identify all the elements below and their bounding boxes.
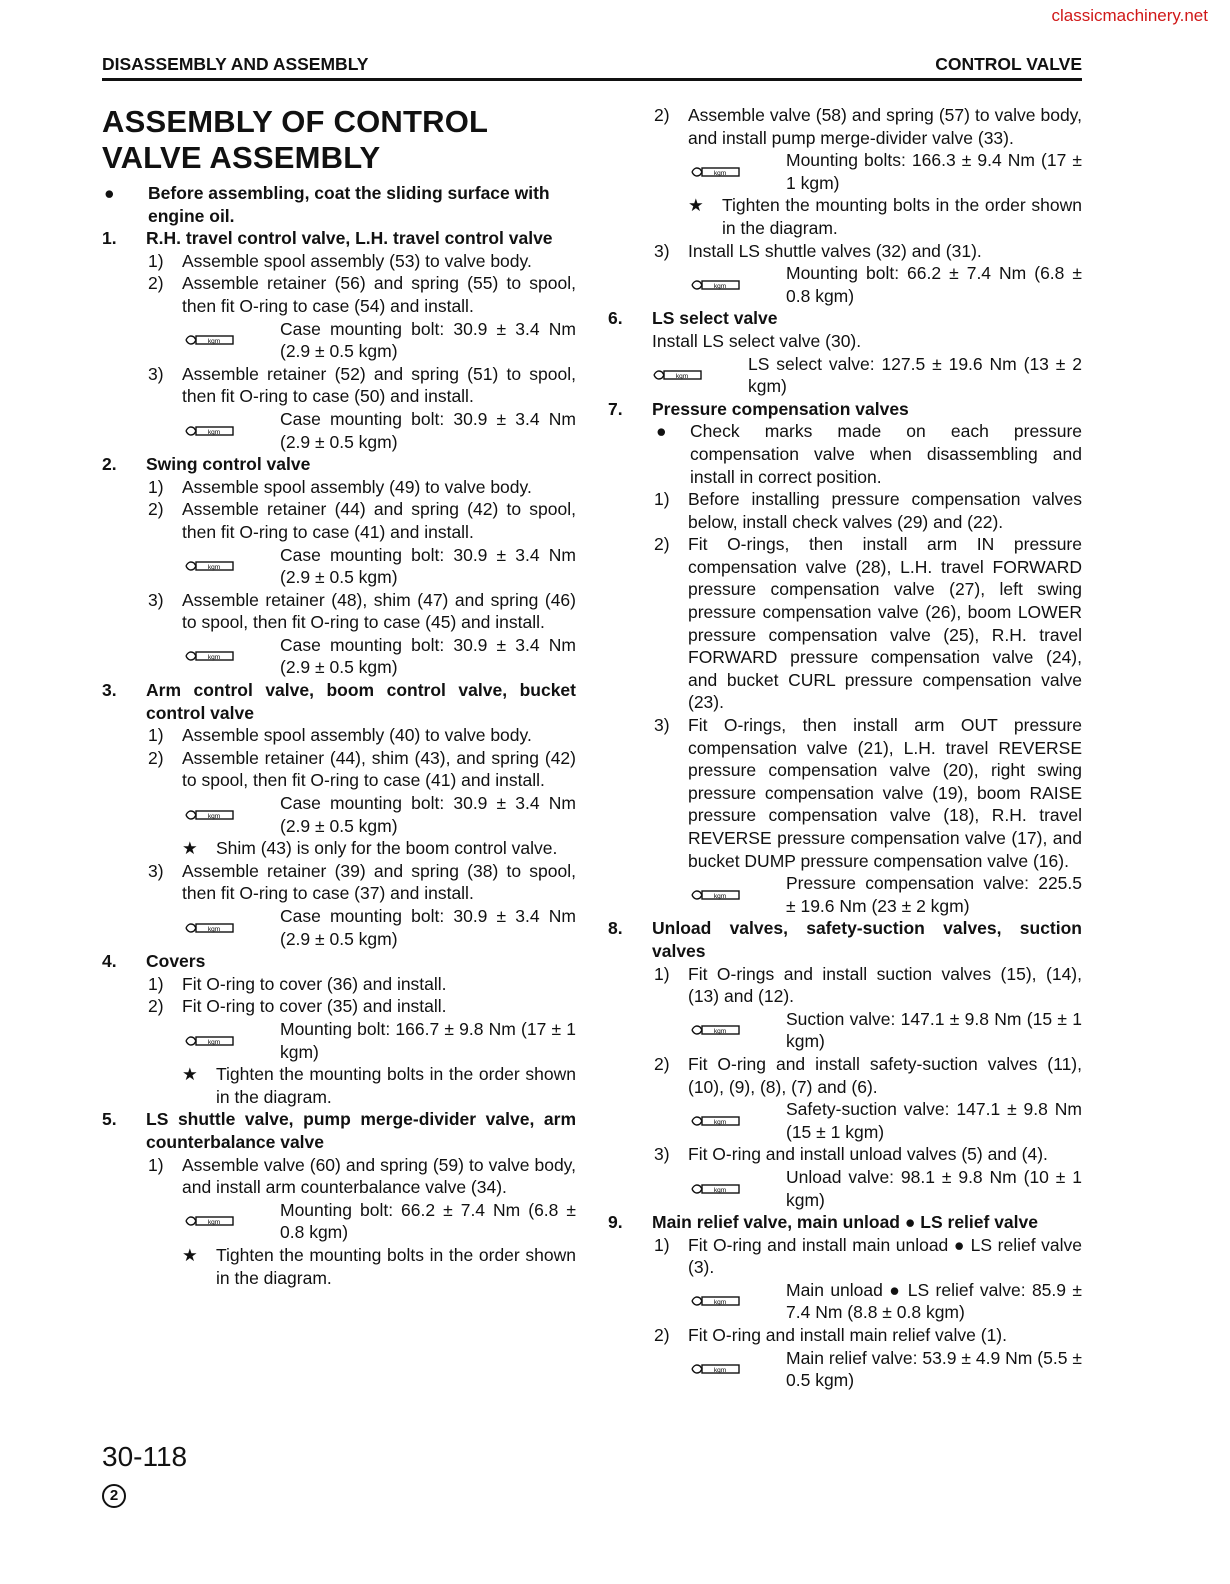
torque-wrench-icon <box>690 277 786 293</box>
kgm-label: kgm <box>207 1219 221 1227</box>
torque-spec <box>102 544 576 589</box>
section-heading <box>608 398 1082 421</box>
watermark: classicmachinery.net <box>1051 6 1208 25</box>
torque-value: Mounting bolts: 166.3 ± 9.4 Nm (17 ± 1 kgm) <box>786 150 1082 193</box>
page-number: 30-118 <box>102 1441 188 1472</box>
step-marker: 1) <box>148 1154 164 1175</box>
torque-value: Unload valve: 98.1 ± 9.8 Nm (10 ± 1 kgm) <box>786 1166 1082 1210</box>
step-marker: 3) <box>654 1144 670 1165</box>
torque-spec <box>102 1199 576 1244</box>
torque-value: Main relief valve: 53.9 ± 4.9 Nm (5.5 ± 0.5 kgm) <box>786 1347 1082 1391</box>
torque-spec <box>102 318 576 363</box>
torque-wrench-icon <box>690 164 786 180</box>
step-marker: 1) <box>148 250 164 271</box>
section-heading <box>102 227 576 250</box>
step <box>102 250 576 273</box>
step-text: Fit O-rings, then install arm OUT pressure compensation valve (21), L.H. travel REVERSE pressure compensation valve (20), right swing pressure compensation valve (19), boom RAISE pressure compensation valve (18), R.H. travel REVERSE pressure compensation valve (17), and bucket DUMP pressure compensation valve (16). <box>688 715 1082 871</box>
section-heading <box>102 453 576 476</box>
page-header <box>102 54 1082 81</box>
bullet-marker: ● <box>656 421 667 442</box>
left-column <box>102 104 576 1289</box>
bullet-marker: ● <box>104 183 115 203</box>
star-note <box>102 1063 576 1108</box>
section-title: R.H. travel control valve, L.H. travel control valve <box>146 228 553 249</box>
step-marker: 3) <box>148 860 164 881</box>
right-column <box>608 104 1082 1392</box>
step-text: Assemble retainer (39) and spring (38) to spool, then fit O-ring to case (37) and install. <box>182 860 576 904</box>
section-number: 3. <box>102 680 117 701</box>
step <box>608 488 1082 533</box>
star-note <box>102 1244 576 1289</box>
step <box>608 963 1082 1008</box>
step-text: Assemble valve (60) and spring (59) to valve body, and install arm counterbalance valve (34). <box>182 1154 576 1198</box>
section-number: 5. <box>102 1109 117 1130</box>
section-heading <box>608 917 1082 962</box>
kgm-label: kgm <box>207 1038 221 1046</box>
step-marker: 3) <box>148 363 164 384</box>
note-text: Shim (43) is only for the boom control valve. <box>216 838 558 859</box>
torque-wrench-icon <box>690 1113 786 1129</box>
torque-wrench-icon <box>184 332 280 348</box>
section-title: Main relief valve, main unload ● LS relief valve <box>652 1212 1038 1233</box>
section-title: LS select valve <box>652 308 778 329</box>
torque-value: Case mounting bolt: 30.9 ± 3.4 Nm (2.9 ± 0.5 kgm) <box>280 634 576 678</box>
step-marker: 2) <box>654 105 670 125</box>
kgm-label: kgm <box>713 892 727 900</box>
torque-value: Case mounting bolt: 30.9 ± 3.4 Nm (2.9 ± 0.5 kgm) <box>280 793 576 836</box>
page-title: ASSEMBLY OF CONTROL VALVE ASSEMBLY <box>102 104 488 175</box>
step-text: Assemble retainer (48), shim (47) and spring (46) to spool, then fit O-ring to case (45) and install. <box>182 589 576 633</box>
step-marker: 2) <box>148 996 164 1017</box>
torque-spec <box>102 1018 576 1063</box>
step <box>608 1053 1082 1098</box>
kgm-label: kgm <box>713 282 727 290</box>
step-marker: 1) <box>654 1234 670 1255</box>
kgm-label: kgm <box>207 812 221 820</box>
step-marker: 1) <box>148 476 164 497</box>
step-marker: 3) <box>654 715 670 736</box>
torque-wrench-icon <box>184 648 280 664</box>
step <box>102 476 576 499</box>
section-title: Pressure compensation valves <box>652 398 909 419</box>
section-number: 7. <box>608 398 623 419</box>
star-note <box>102 837 576 860</box>
step <box>102 272 576 317</box>
step <box>608 1234 1082 1279</box>
torque-wrench-icon <box>184 423 280 439</box>
torque-value: Mounting bolt: 66.2 ± 7.4 Nm (6.8 ± 0.8 kgm) <box>280 1199 576 1243</box>
section-number: 8. <box>608 918 623 939</box>
torque-wrench-icon <box>690 1293 786 1309</box>
note-text: Tighten the mounting bolts in the order shown in the diagram. <box>722 195 1082 238</box>
torque-value: Suction valve: 147.1 ± 9.8 Nm (15 ± 1 kgm) <box>786 1008 1082 1052</box>
section-number: 1. <box>102 228 117 249</box>
section-title: Swing control valve <box>146 454 311 475</box>
torque-wrench-icon <box>690 1181 786 1197</box>
section-title: Arm control valve, boom control valve, bucket control valve <box>146 680 576 723</box>
torque-spec <box>608 262 1082 307</box>
step-text: Fit O-rings, then install arm IN pressure compensation valve (28), L.H. travel FORWARD pressure compensation valve (27), left swing pressure compensation valve (26), boom LOWER pressure compensation valve (25), R.H. travel FORWARD pressure compensation valve (24), and bucket CURL pressure compensation valve (23). <box>688 534 1082 713</box>
torque-value: LS select valve: 127.5 ± 19.6 Nm (13 ± 2 kgm) <box>748 353 1082 397</box>
section-heading <box>102 679 576 724</box>
kgm-label: kgm <box>207 428 221 436</box>
step <box>608 714 1082 872</box>
torque-spec <box>608 1347 1082 1392</box>
torque-value: Case mounting bolt: 30.9 ± 3.4 Nm (2.9 ± 0.5 kgm) <box>280 906 576 949</box>
step-marker: 3) <box>654 240 670 261</box>
section-number: 9. <box>608 1212 623 1233</box>
note-text: Check marks made on each pressure compensation valve when disassembling and install in correct position. <box>690 421 1082 487</box>
step <box>102 589 576 634</box>
step <box>102 747 576 792</box>
step <box>102 724 576 747</box>
step-marker: 2) <box>654 1053 670 1074</box>
torque-spec <box>102 634 576 679</box>
torque-wrench-icon <box>184 1213 280 1229</box>
step <box>608 104 1082 149</box>
note-text: Tighten the mounting bolts in the order shown in the diagram. <box>216 1064 576 1107</box>
step <box>102 995 576 1018</box>
kgm-label: kgm <box>713 1028 727 1036</box>
step-text: Assemble spool assembly (53) to valve body. <box>182 250 532 271</box>
step <box>102 363 576 408</box>
star-icon: ★ <box>182 1244 198 1265</box>
torque-spec <box>102 905 576 950</box>
step-text: Assemble spool assembly (49) to valve body. <box>182 476 532 497</box>
step-text: Install LS shuttle valves (32) and (31). <box>688 240 982 261</box>
header-section: DISASSEMBLY AND ASSEMBLY <box>102 54 369 74</box>
step-text: Fit O-ring and install unload valves (5) and (4). <box>688 1144 1048 1165</box>
bullet-note <box>608 420 1082 488</box>
section-number: 6. <box>608 308 623 329</box>
section-heading <box>102 950 576 973</box>
step <box>102 498 576 543</box>
intro-text: Before assembling, coat the sliding surface with engine oil. <box>148 183 550 226</box>
kgm-label: kgm <box>207 925 221 933</box>
step-marker: 2) <box>654 534 670 555</box>
torque-wrench-icon <box>184 920 280 936</box>
kgm-label: kgm <box>713 1299 727 1307</box>
torque-wrench-icon <box>652 367 748 383</box>
step-text: Assemble retainer (44) and spring (42) to spool, then fit O-ring to case (41) and install. <box>182 499 576 542</box>
step-marker: 2) <box>148 747 164 768</box>
intro-note <box>102 182 576 227</box>
section-heading <box>102 1108 576 1153</box>
step <box>608 240 1082 263</box>
step <box>102 973 576 996</box>
torque-spec <box>608 1008 1082 1053</box>
step <box>102 1154 576 1199</box>
kgm-label: kgm <box>713 1367 727 1375</box>
torque-value: Pressure compensation valve: 225.5 ± 19.6 Nm (23 ± 2 kgm) <box>786 873 1082 916</box>
torque-wrench-icon <box>184 1033 280 1049</box>
star-note <box>608 194 1082 239</box>
star-icon: ★ <box>182 1064 198 1085</box>
section-title: Covers <box>146 951 206 972</box>
star-icon: ★ <box>688 195 704 216</box>
kgm-label: kgm <box>207 338 221 346</box>
step-text: Assemble retainer (52) and spring (51) to spool, then fit O-ring to case (50) and install. <box>182 363 576 407</box>
step <box>608 1143 1082 1166</box>
revision-mark: 2 <box>102 1484 126 1508</box>
torque-spec <box>608 1166 1082 1211</box>
section-number: 4. <box>102 951 117 972</box>
torque-value: Case mounting bolt: 30.9 ± 3.4 Nm (2.9 ± 0.5 kgm) <box>280 408 576 452</box>
step-text: Fit O-ring and install safety-suction valves (11), (10), (9), (8), (7) and (6). <box>688 1053 1082 1097</box>
step <box>608 533 1082 714</box>
torque-spec <box>608 353 1082 398</box>
section-title: Unload valves, safety-suction valves, suction valves <box>652 918 1082 961</box>
torque-wrench-icon <box>184 807 280 823</box>
torque-value: Mounting bolt: 66.2 ± 7.4 Nm (6.8 ± 0.8 kgm) <box>786 263 1082 306</box>
torque-spec <box>608 872 1082 917</box>
step <box>102 860 576 905</box>
torque-spec <box>608 1098 1082 1143</box>
kgm-label: kgm <box>713 169 727 177</box>
step <box>608 1324 1082 1347</box>
step-text: Assemble retainer (44), shim (43), and spring (42) to spool, then fit O-ring to case (41) and install. <box>182 747 576 791</box>
torque-value: Main unload ● LS relief valve: 85.9 ± 7.4 Nm (8.8 ± 0.8 kgm) <box>786 1279 1082 1323</box>
kgm-label: kgm <box>675 373 689 381</box>
section-number: 2. <box>102 454 117 475</box>
torque-spec <box>102 408 576 453</box>
star-icon: ★ <box>182 838 198 859</box>
torque-spec <box>102 792 576 837</box>
torque-value: Mounting bolt: 166.7 ± 9.8 Nm (17 ± 1 kgm) <box>280 1018 576 1062</box>
torque-value: Case mounting bolt: 30.9 ± 3.4 Nm (2.9 ± 0.5 kgm) <box>280 318 576 362</box>
torque-wrench-icon <box>690 1361 786 1377</box>
section-heading <box>608 307 1082 330</box>
step-text: Fit O-rings and install suction valves (15), (14), (13) and (12). <box>688 963 1082 1007</box>
torque-value: Case mounting bolt: 30.9 ± 3.4 Nm (2.9 ± 0.5 kgm) <box>280 544 576 588</box>
torque-wrench-icon <box>690 887 786 903</box>
step-marker: 3) <box>148 589 164 610</box>
note-text: Tighten the mounting bolts in the order shown in the diagram. <box>216 1244 576 1288</box>
step-marker: 2) <box>148 499 164 520</box>
step-marker: 1) <box>148 725 164 746</box>
step-marker: 1) <box>654 963 670 984</box>
torque-wrench-icon <box>184 558 280 574</box>
section-title: LS shuttle valve, pump merge-divider valve, arm counterbalance valve <box>146 1109 576 1152</box>
step-marker: 1) <box>148 973 164 994</box>
step-text: Assemble valve (58) and spring (57) to valve body, and install pump merge-divider valve (33). <box>688 105 1082 148</box>
header-topic: CONTROL VALVE <box>935 54 1082 74</box>
torque-value: Safety-suction valve: 147.1 ± 9.8 Nm (15 ± 1 kgm) <box>786 1099 1082 1142</box>
step-marker: 2) <box>148 273 164 294</box>
step-text: Fit O-ring and install main relief valve (1). <box>688 1325 1007 1346</box>
kgm-label: kgm <box>207 654 221 662</box>
step-text: Before installing pressure compensation valves below, install check valves (29) and (22). <box>688 489 1082 532</box>
torque-wrench-icon <box>690 1022 786 1038</box>
torque-spec <box>608 1279 1082 1324</box>
step-text: Assemble spool assembly (40) to valve body. <box>182 725 532 746</box>
step-marker: 1) <box>654 489 670 510</box>
kgm-label: kgm <box>207 564 221 572</box>
torque-spec <box>608 149 1082 194</box>
section-heading <box>608 1211 1082 1234</box>
step-marker: 2) <box>654 1325 670 1346</box>
step-text: Fit O-ring to cover (35) and install. <box>182 996 447 1017</box>
step-text: Fit O-ring and install main unload ● LS relief valve (3). <box>688 1234 1082 1278</box>
kgm-label: kgm <box>713 1118 727 1126</box>
step-text: Fit O-ring to cover (36) and install. <box>182 973 447 994</box>
section-text: Install LS select valve (30). <box>652 330 862 351</box>
step-text: Assemble retainer (56) and spring (55) to spool, then fit O-ring to case (54) and install. <box>182 273 576 316</box>
kgm-label: kgm <box>713 1186 727 1194</box>
